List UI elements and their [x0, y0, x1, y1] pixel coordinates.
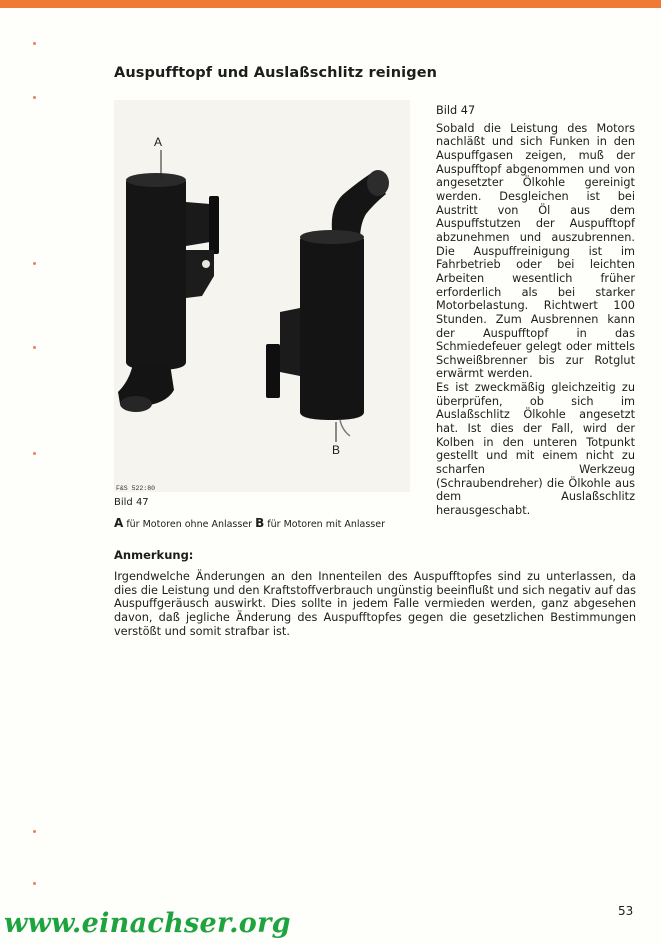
paragraph-cleaning: Sobald die Leistung des Motors nachläßt und sich Funken in den Auspuffgasen zeigen, muß der Auspufftopf abgenommen und von angesetzter Ölkohle gereinigt werden. Desgleichen ist bei Austritt von Öl aus dem Auspuffstutzen der Auspufftopf abzunehmen und auszubrennen. Die Auspuffreinigung ist im Fahrbetrieb oder bei leichten Arbeiten wesentlich früher erforderlich als bei starker Motorbelastung. Richtwert 100 Stunden. Zum Ausbrennen kann der Auspufftopf in das Schmiedefeuer gelegt oder mittels Schweißbrenner bis zur Rotglut erwärmt werden. — [436, 121, 635, 381]
photo-stamp: F&S 522:80 — [116, 485, 156, 492]
page-title: Auspufftopf und Auslaßschlitz reinigen — [114, 65, 438, 81]
website-watermark: www.einachser.org — [4, 908, 291, 939]
legend-b-letter: B — [255, 516, 265, 530]
muffler-photo — [114, 100, 410, 492]
margin-mark — [33, 830, 36, 833]
note-text: Irgendwelche Änderungen an den Innenteilen des Auspufftopfes sind zu unterlassen, da dies die Leistung und den Kraftstoffverbrauch ungünstig beeinflußt und sich negativ auf das Auspuffgeräusch auswirkt. Dies sollte in jedem Falle vermieden werden, ganz abgesehen davon, daß jegliche Änderung des Auspufftopfes gegen die gesetzlichen Bestimmungen verstößt und somit strafbar ist. — [114, 570, 637, 638]
margin-mark — [33, 346, 36, 349]
label-b: B — [332, 443, 341, 457]
margin-mark — [33, 452, 36, 455]
legend-a-text: für Motoren ohne Anlasser — [123, 519, 256, 530]
figure-caption: Bild 47 — [114, 497, 149, 508]
figure-reference: Bild 47 — [436, 104, 476, 117]
margin-mark — [33, 262, 36, 265]
margin-mark — [33, 96, 36, 99]
note-heading: Anmerkung: — [114, 548, 194, 562]
legend-a-letter: A — [114, 516, 124, 530]
right-column-text — [436, 104, 635, 518]
page-number: 53 — [618, 904, 634, 918]
legend-b-text: für Motoren mit Anlasser — [264, 519, 385, 530]
margin-mark — [33, 42, 36, 45]
figure-legend — [114, 516, 385, 530]
top-color-bar — [0, 0, 661, 8]
label-a: A — [154, 135, 163, 149]
paragraph-exhaust-port: Es ist zweckmäßig gleichzeitig zu überprüfen, ob sich im Auslaßschlitz Ölkohle angesetzt hat. Ist dies der Fall, wird der Kolben in den unteren Totpunkt gestellt und mit einem nicht zu scharfen Werkzeug (Schraubendreher) die Ölkohle aus dem Auslaßschlitz herausgeschabt. — [436, 381, 635, 518]
margin-mark — [33, 882, 36, 885]
